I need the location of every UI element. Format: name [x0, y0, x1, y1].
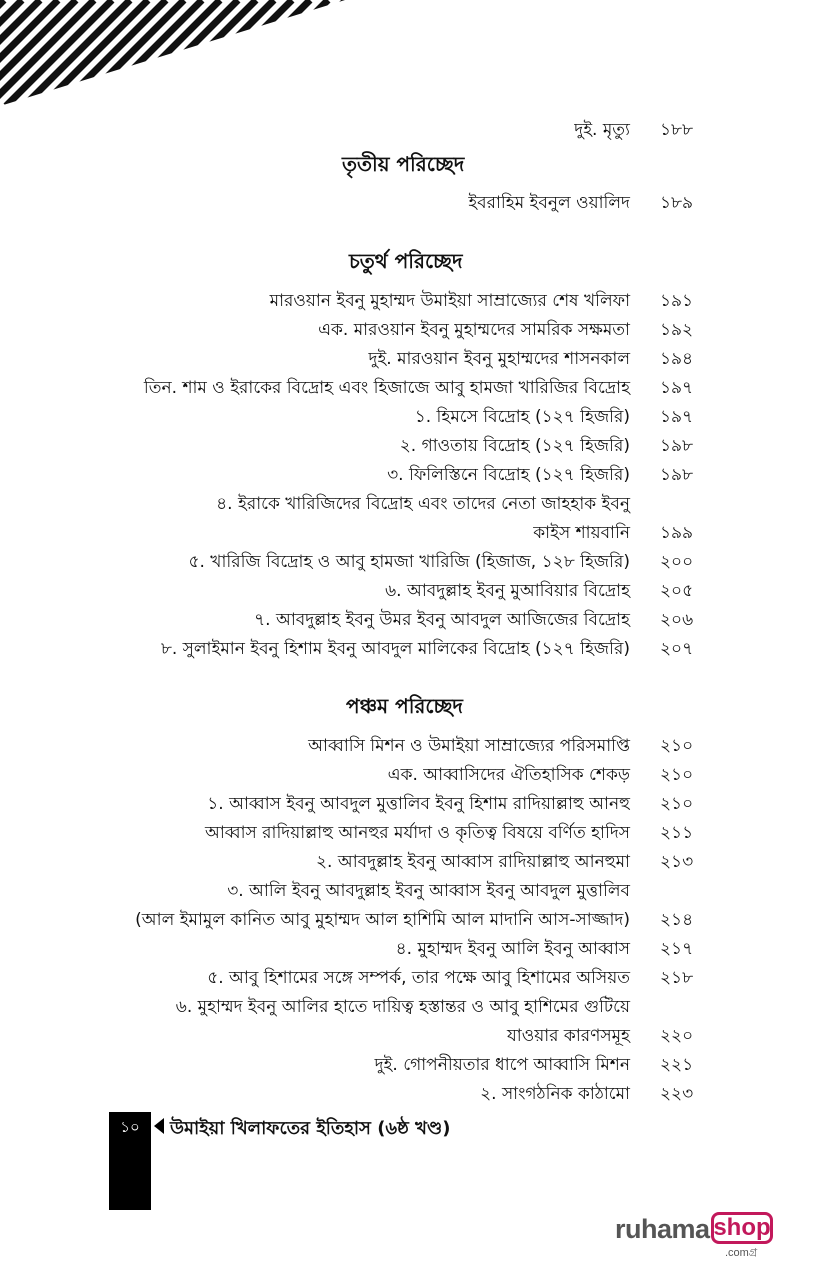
- toc-entry-page: ২২১: [660, 1055, 694, 1075]
- toc-entry-page: ২০০: [660, 552, 694, 572]
- logo-text-ruhama: ruhama: [615, 1214, 710, 1244]
- toc-entry-page: ২২০: [660, 1026, 694, 1046]
- toc-entry-label: ৭. আবদুল্লাহ ইবনু উমর ইবনু আবদুল আজিজের বিদ্রোহ: [254, 610, 630, 630]
- toc-entry-label: ৫. আবু হিশামের সঙ্গে সম্পর্ক, তার পক্ষে আবু হিশামের অসিয়ত: [207, 968, 630, 988]
- toc-entry-page: ২১৮: [660, 968, 694, 988]
- toc-entry-label: মারওয়ান ইবনু মুহাম্মদ উমাইয়া সাম্রাজ্যের শেষ খলিফা: [269, 291, 630, 311]
- toc-entry-page: ১৮৮: [660, 120, 694, 140]
- toc-entry-label: ৩. আলি ইবনু আবদুল্লাহ ইবনু আব্বাস ইবনু আবদুল মুত্তালিব: [227, 881, 630, 901]
- toc-entry-page: ২০৬: [660, 610, 694, 630]
- toc-entry-page: ১৯২: [660, 320, 694, 340]
- toc-entry-label: ৪. ইরাকে খারিজিদের বিদ্রোহ এবং তাদের নেতা জাহহাক ইবনু: [216, 494, 630, 514]
- toc-entry-label: ইবরাহিম ইবনুল ওয়ালিদ: [468, 193, 630, 213]
- toc-entry-label: ২. গাওতায় বিদ্রোহ (১২৭ হিজরি): [399, 436, 630, 456]
- toc-entry-page: ২১৭: [660, 939, 694, 959]
- toc-entry-label-continued: কাইস শায়বানি: [533, 523, 630, 543]
- toc-entry-page: ১৯১: [660, 291, 694, 311]
- toc-entry-label: আব্বাস রাদিয়াল্লাহু আনহুর মর্যাদা ও কৃতিত্ব বিষয়ে বর্ণিত হাদিস: [204, 823, 630, 843]
- toc-entry-page: ১৯৭: [660, 378, 694, 398]
- toc-entry-label: ৫. খারিজি বিদ্রোহ ও আবু হামজা খারিজি (হিজাজ, ১২৮ হিজরি): [188, 552, 630, 572]
- toc-entry-page: ১৯৮: [660, 465, 694, 485]
- toc-entry-label: ৩. ফিলিস্তিনে বিদ্রোহ (১২৭ হিজরি): [387, 465, 630, 485]
- section-heading: তৃতীয় পরিচ্ছেদ: [342, 152, 465, 176]
- logo-text-suffix: .comগ্র: [725, 1247, 758, 1259]
- toc-entry-label: দুই. মৃত্যু: [574, 120, 630, 140]
- toc-entry-label: ১. আব্বাস ইবনু আবদুল মুত্তালিব ইবনু হিশাম রাদিয়াল্লাহু আনহু: [207, 794, 630, 814]
- triangle-left-icon: [154, 1118, 164, 1134]
- toc-entry-page: ২১৪: [660, 910, 694, 930]
- toc-entry-page: ১৯৪: [660, 349, 694, 369]
- footer-page-number: ১০: [120, 1118, 140, 1136]
- toc-entry-label: ২. আবদুল্লাহ ইবনু আব্বাস রাদিয়াল্লাহু আনহুমা: [315, 852, 630, 872]
- toc-entry-page: ২০৭: [660, 639, 694, 659]
- toc-entry-page: ২১০: [660, 736, 694, 756]
- section-heading: চতুর্থ পরিচ্ছেদ: [349, 249, 463, 273]
- toc-entry-page: ২২৩: [660, 1084, 694, 1104]
- decorative-stripes: [0, 0, 345, 106]
- toc-entry-label: ৬. আবদুল্লাহ ইবনু মুআবিয়ার বিদ্রোহ: [385, 581, 630, 601]
- toc-entry-page: ২১০: [660, 794, 694, 814]
- toc-entry-label: ৪. মুহাম্মদ ইবনু আলি ইবনু আব্বাস: [395, 939, 630, 959]
- toc-entry-label: এক. আব্বাসিদের ঐতিহাসিক শেকড়: [387, 765, 630, 785]
- toc-entry-label: ২. সাংগঠনিক কাঠামো: [480, 1084, 630, 1104]
- toc-entry-label: আব্বাসি মিশন ও উমাইয়া সাম্রাজ্যের পরিসমাপ্তি: [308, 736, 630, 756]
- section-heading: পঞ্চম পরিচ্ছেদ: [346, 694, 463, 718]
- toc-entry-label: দুই. মারওয়ান ইবনু মুহাম্মদের শাসনকাল: [368, 349, 630, 369]
- logo-text-shop: shop: [713, 1214, 771, 1241]
- toc-entry-page: ২১৩: [660, 852, 694, 872]
- toc-entry-label: দুই. গোপনীয়তার ধাপে আব্বাসি মিশন: [374, 1055, 630, 1075]
- toc-entry-page: ১৯৭: [660, 407, 694, 427]
- toc-entry-page: ১৯৮: [660, 436, 694, 456]
- toc-entry-label: ৬. মুহাম্মদ ইবনু আলির হাতে দায়িত্ব হস্তান্তর ও আবু হাশিমের গুটিয়ে: [175, 997, 630, 1017]
- toc-entry-page: ২১১: [660, 823, 694, 843]
- toc-entry-page: ১৮৯: [660, 193, 694, 213]
- toc-entry-label: এক. মারওয়ান ইবনু মুহাম্মদের সামরিক সক্ষমতা: [318, 320, 630, 340]
- toc-entry-label: ১. হিমসে বিদ্রোহ (১২৭ হিজরি): [414, 407, 630, 427]
- toc-entry-label-continued: যাওয়ার কারণসমূহ: [507, 1026, 630, 1046]
- toc-entry-label-continued: (আল ইমামুল কানিত আবু মুহাম্মদ আল হাশিমি আল মাদানি আস-সাজ্জাদ): [135, 910, 630, 930]
- footer-book-title: উমাইয়া খিলাফতের ইতিহাস (৬ষ্ঠ খণ্ড): [170, 1118, 451, 1139]
- toc-entry-label: ৮. সুলাইমান ইবনু হিশাম ইবনু আবদুল মালিকের বিদ্রোহ (১২৭ হিজরি): [160, 639, 630, 659]
- toc-entry-page: ২০৫: [660, 581, 694, 601]
- toc-entry-page: ১৯৯: [660, 523, 694, 543]
- toc-entry-label: তিন. শাম ও ইরাকের বিদ্রোহ এবং হিজাজে আবু হামজা খারিজির বিদ্রোহ: [143, 378, 630, 398]
- toc-entry-page: ২১০: [660, 765, 694, 785]
